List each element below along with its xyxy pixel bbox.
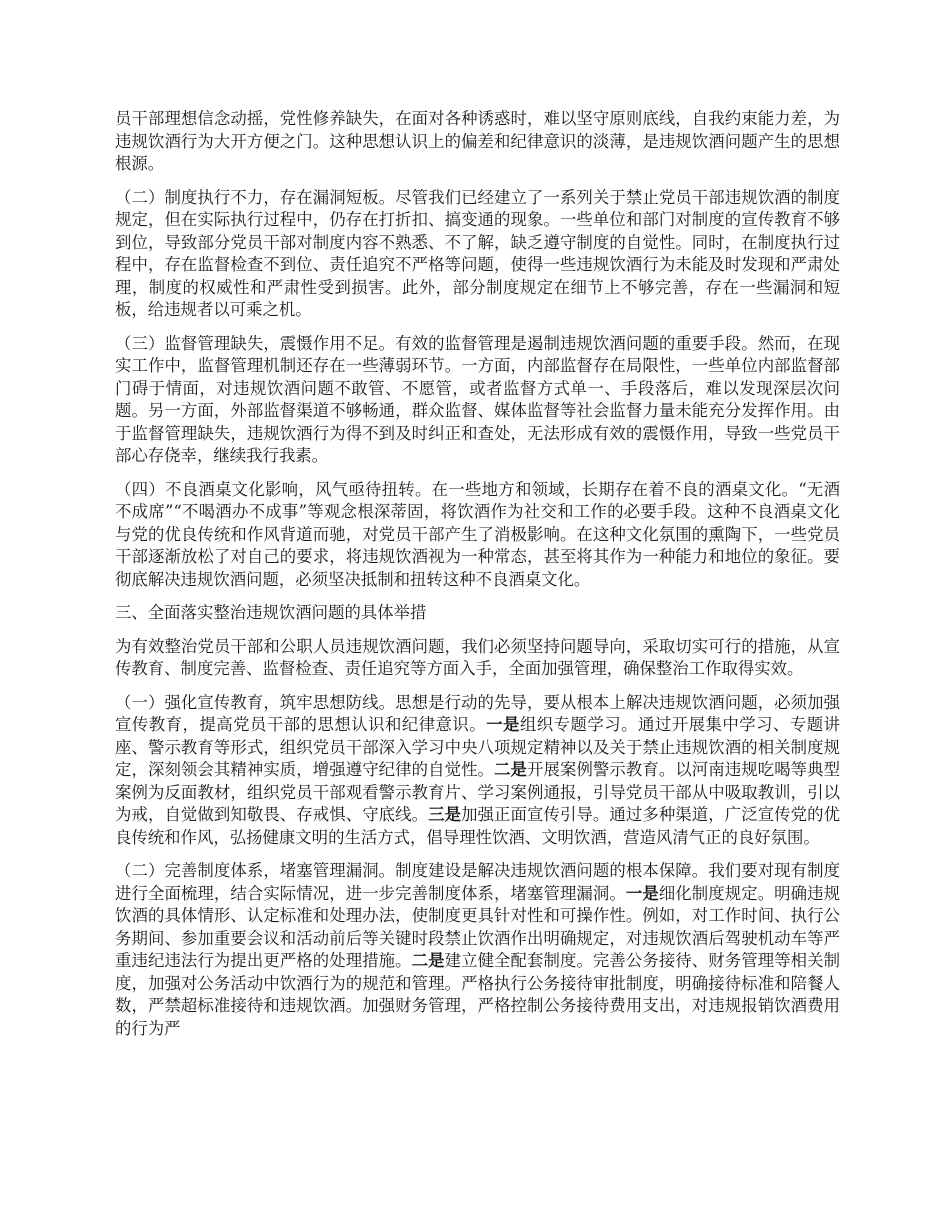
- paragraph-7: [115, 860, 840, 1040]
- paragraph-4: [115, 479, 840, 592]
- paragraph-2: [115, 187, 840, 322]
- item-marker-2: 二是: [494, 760, 527, 779]
- section-heading: 三、全面落实整治违规饮酒问题的具体举措: [115, 603, 427, 622]
- paragraph-6-item-2: 开展案例警示教育。以河南违规吃喝等典型案例为反面教材，组织党员干部观看警示教育片、学习案例通报，引导党员干部从中吸取教训，引以为戒，自觉做到知敬畏、存戒惧、守底线。: [115, 760, 841, 824]
- item-marker-3: 三是: [428, 805, 462, 824]
- paragraph-4-text: （四）不良酒桌文化影响，风气亟待扭转。在一些地方和领域，长期存在着不良的酒桌文化。“无酒不成席”“不喝酒办不成事”等观念根深蒂固，将饮酒作为社交和工作的必要手段。这种不良酒桌文化与党的优良传统和作风背道而驰，对党员干部产生了消极影响。在这种文化氛围的熏陶下，一些党员干部逐渐放松了对自己的要求，将违规饮酒视为一种常态，甚至将其作为一种能力和地位的象征。要彻底解决违规饮酒问题，必须坚决抵制和扭转这种不良酒桌文化。: [115, 479, 840, 589]
- item-marker-1: 一是: [486, 715, 520, 734]
- paragraph-3-text: （三）监督管理缺失，震慑作用不足。有效的监督管理是遏制违规饮酒问题的重要手段。然而，在现实工作中，监督管理机制还存在一些薄弱环节。一方面，内部监督存在局限性，一些单位内部监督部门碍于情面，对违规饮酒问题不敢管、不愿管，或者监督方式单一、手段落后，难以发现深层次问题。另一方面，外部监督渠道不够畅通，群众监督、媒体监督等社会监督力量未能充分发挥作用。由于监督管理缺失，违规饮酒行为得不到及时纠正和查处，无法形成有效的震慑作用，导致一些党员干部心存侥幸，继续我行我素。: [115, 333, 840, 465]
- paragraph-5-text: 为有效整治党员干部和公职人员违规饮酒问题，我们必须坚持问题导向，采取切实可行的措施，从宣传教育、制度完善、监督检查、责任追究等方面入手，全面加强管理，确保整治工作取得实效。: [115, 636, 840, 678]
- paragraph-6: [115, 692, 840, 850]
- paragraph-1-text: 员干部理想信念动摇，党性修养缺失，在面对各种诱惑时，难以坚守原则底线，自我约束能力差，为违规饮酒行为大开方便之门。这种思想认识上的偏差和纪律意识的淡薄，是违规饮酒问题产生的思想根源。: [115, 109, 840, 173]
- paragraph-3: [115, 333, 840, 468]
- item-marker-1: 一是: [625, 883, 659, 903]
- paragraph-7-intro: （二）完善制度体系，堵塞管理漏洞。制度建设是解决违规饮酒问题的根本保障。我们要对现有制度进行全面梳理，结合实际情况，进一步完善制度体系，堵塞管理漏洞。: [115, 861, 840, 903]
- paragraph-7-item-1: 细化制度规定。明确违规饮酒的具体情形、认定标准和处理办法，使制度更具针对性和可操作性。例如，对工作时间、执行公务期间、参加重要会议和活动前后等关键时段禁止饮酒作出明确规定，对违规饮酒后驾驶机动车等严重违纪违法行为提出更严格的处理措施。: [115, 883, 841, 970]
- item-marker-2: 二是: [411, 951, 445, 970]
- paragraph-2-text: （二）制度执行不力，存在漏洞短板。尽管我们已经建立了一系列关于禁止党员干部违规饮酒的制度规定，但在实际执行过程中，仍存在打折扣、搞变通的现象。一些单位和部门对制度的宣传教育不够到位，导致部分党员干部对制度内容不熟悉、不了解，缺乏遵守制度的自觉性。同时，在制度执行过程中，存在监督检查不到位、责任追究不严格等问题，使得一些违规饮酒行为未能及时发现和严肃处理，制度的权威性和严肃性受到损害。此外，部分制度规定在细节上不够完善，存在一些漏洞和短板，给违规者以可乘之机。: [115, 187, 840, 319]
- paragraph-7-item-2: 建立健全配套制度。完善公务接待、财务管理等相关制度，加强对公务活动中饮酒行为的规范和管理。严格执行公务接待审批制度，明确接待标准和陪餐人数，严禁超标准接待和违规饮酒。加强财务管理，严格控制公务接待费用支出，对违规报销饮酒费用的行为严: [115, 951, 841, 1038]
- paragraph-1: [115, 108, 840, 176]
- paragraph-6-item-1: 组织专题学习。通过开展集中学习、专题讲座、警示教育等形式，组织党员干部深入学习中央八项规定精神以及关于禁止违规饮酒的相关制度规定，深刻领会其精神实质，增强遵守纪律的自觉性。: [115, 715, 841, 779]
- paragraph-5: [115, 636, 840, 681]
- paragraph-6-intro: （一）强化宣传教育，筑牢思想防线。思想是行动的先导，要从根本上解决违规饮酒问题，必须加强宣传教育，提高党员干部的思想认识和纪律意识。: [115, 692, 840, 734]
- paragraph-6-item-3: 加强正面宣传引导。通过多种渠道，广泛宣传党的优良传统和作风，弘扬健康文明的生活方式，倡导理性饮酒、文明饮酒，营造风清气正的良好氛围。: [115, 805, 841, 847]
